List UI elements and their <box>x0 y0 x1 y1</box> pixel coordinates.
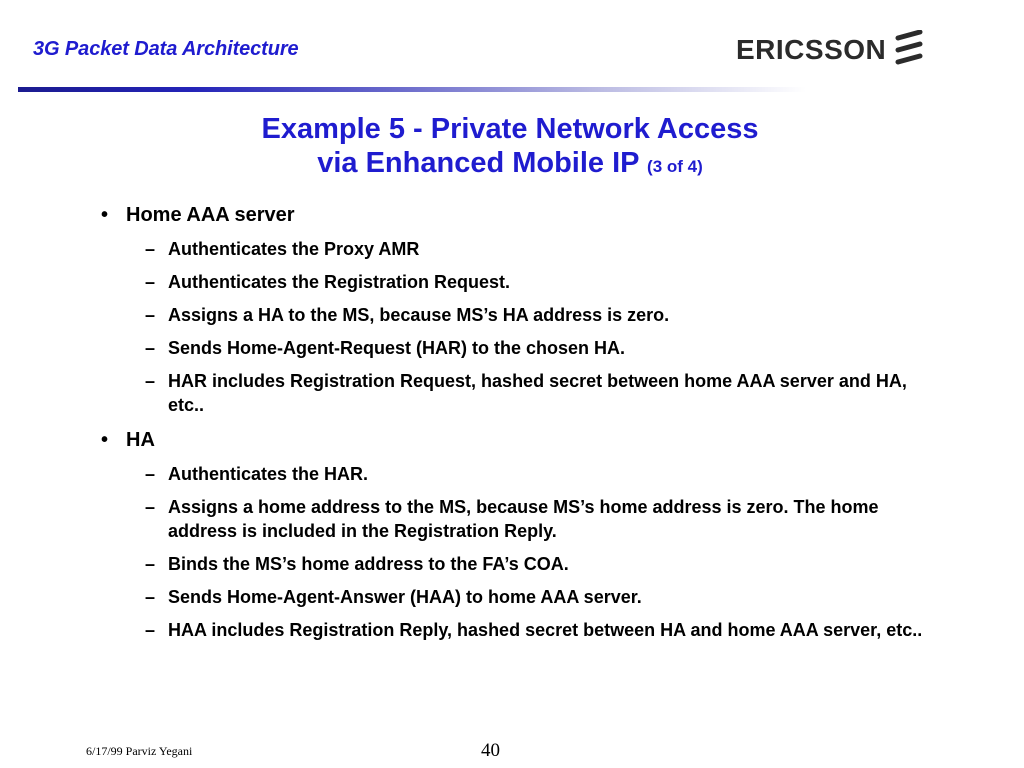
sub-item <box>145 495 935 543</box>
bullet-heading: HA <box>126 429 155 451</box>
sub-item <box>145 618 935 642</box>
sub-item-text: Assigns a home address to the MS, because MS’s home address is zero. The home address is included in the Registration Reply. <box>168 497 879 541</box>
slide-title-page-indicator: (3 of 4) <box>647 157 703 176</box>
sub-item-text: Assigns a HA to the MS, because MS’s HA address is zero. <box>168 305 670 325</box>
header-title: 3G Packet Data Architecture <box>33 38 299 60</box>
bullet-heading: Home AAA server <box>126 204 295 226</box>
dash-marker: – <box>145 239 156 259</box>
sub-item <box>145 270 935 294</box>
bullet-ha <box>101 428 901 452</box>
sub-item <box>145 237 935 261</box>
dash-marker: – <box>145 497 156 517</box>
sub-item <box>145 585 935 609</box>
bullet-home-aaa-server <box>101 203 901 227</box>
dash-marker: – <box>145 338 156 358</box>
sub-item-text: HAA includes Registration Reply, hashed secret between HA and home AAA server, etc.. <box>168 620 923 640</box>
sub-item-text: Binds the MS’s home address to the FA’s COA. <box>168 554 569 574</box>
page-number: 40 <box>481 740 500 761</box>
bullet-marker: • <box>101 204 109 226</box>
sub-item-text: Sends Home-Agent-Answer (HAA) to home AAA server. <box>168 587 642 607</box>
dash-marker: – <box>145 464 156 484</box>
brand-wordmark: ERICSSON <box>736 34 887 65</box>
dash-marker: – <box>145 620 156 640</box>
sub-item <box>145 303 935 327</box>
sub-item-text: HAR includes Registration Request, hashed secret between home AAA server and HA, etc.. <box>168 371 907 415</box>
slide-title-line1: Example 5 - Private Network Access <box>261 113 759 145</box>
sub-item <box>145 336 935 360</box>
sub-item-text: Authenticates the Proxy AMR <box>168 239 420 259</box>
sub-item <box>145 369 935 417</box>
dash-marker: – <box>145 587 156 607</box>
sub-item-text: Authenticates the Registration Request. <box>168 272 511 292</box>
dash-marker: – <box>145 554 156 574</box>
footer-date-author: 6/17/99 Parviz Yegani <box>86 744 193 758</box>
slide-title-line2-text: via Enhanced Mobile IP <box>317 147 639 179</box>
sub-item <box>145 462 935 486</box>
dash-marker: – <box>145 371 156 391</box>
sub-item <box>145 552 935 576</box>
dash-marker: – <box>145 272 156 292</box>
dash-marker: – <box>145 305 156 325</box>
sub-item-text: Authenticates the HAR. <box>168 464 369 484</box>
bullet-marker: • <box>101 429 109 451</box>
sub-item-text: Sends Home-Agent-Request (HAR) to the chosen HA. <box>168 338 626 358</box>
